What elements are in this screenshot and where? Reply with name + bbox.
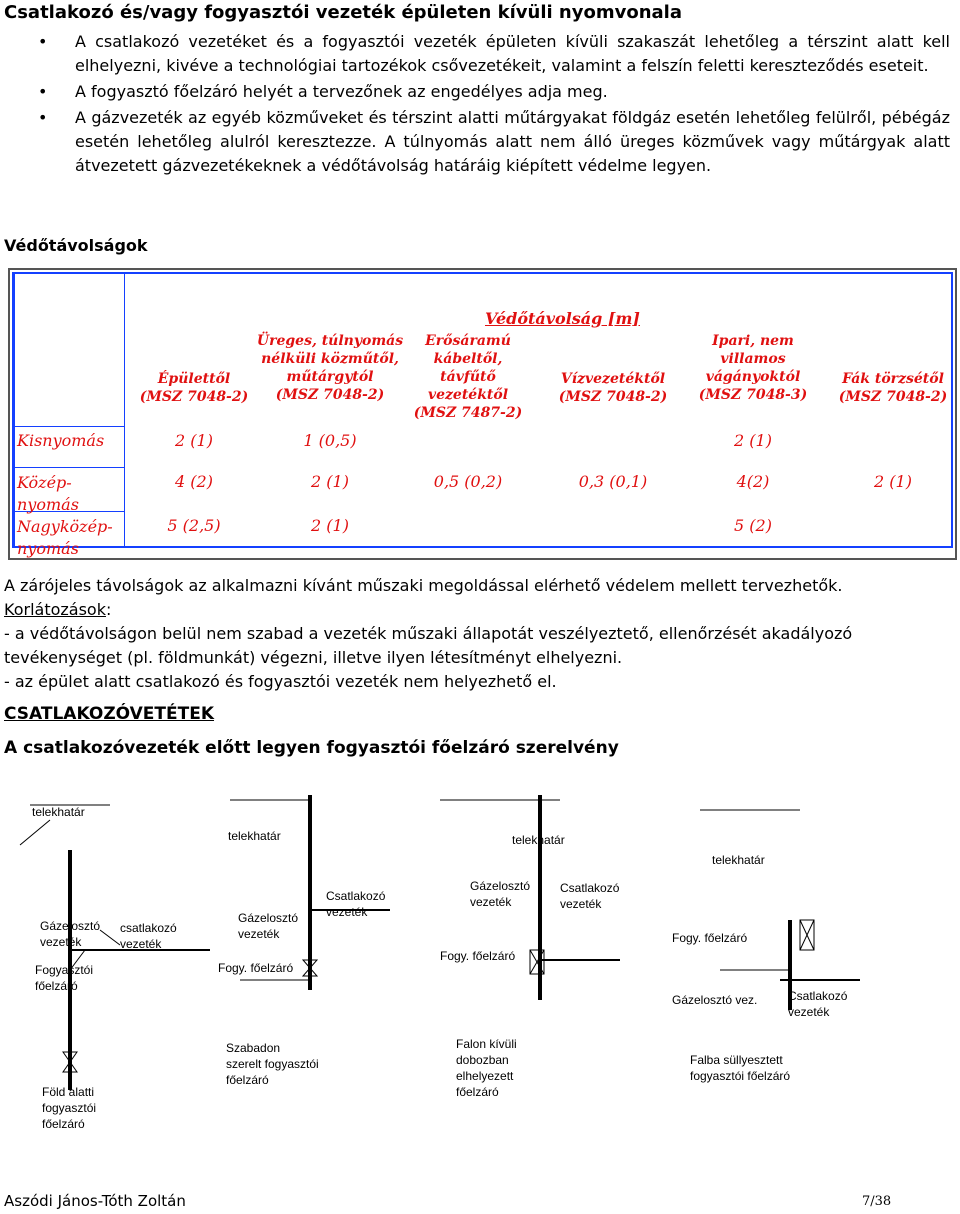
diagram-label: Csatlakozó vezeték: [788, 989, 848, 1019]
diagram-label: telekhatár: [228, 829, 281, 843]
diagram-label: Föld alatti fogyasztói főelzáró: [42, 1085, 97, 1131]
diagram-label: Fogy. főelzáró: [218, 961, 294, 975]
bullet-list: [0, 30, 960, 180]
diagram-label: Gázelosztó vezeték: [238, 911, 299, 941]
diagram-label: Falon kívüli dobozban elhelyezett főelzáró: [456, 1037, 517, 1099]
footer-author: Aszódi János-Tóth Zoltán: [4, 1192, 186, 1210]
restrictions-heading: Korlátozások:: [4, 600, 112, 619]
diagram-label: Fogyasztói főelzáró: [35, 963, 94, 993]
diagram-label: Gázelosztó vez.: [672, 993, 758, 1007]
diagram-label: Fogy. főelzáró: [672, 931, 748, 945]
heading-csatlakozovetetek: CSATLAKOZÓVETÉTEK: [4, 704, 215, 724]
diagram-wall-box-valve: [420, 790, 630, 1110]
note-text: A zárójeles távolságok az alkalmazni kívánt műszaki megoldással elérhető védelem mellett tervezhetők.: [4, 576, 843, 595]
column-header: Ipari, nem villamos vágányoktól (MSZ 7048-3): [698, 333, 808, 403]
diagram-label: Szabadon szerelt fogyasztói főelzáró: [226, 1041, 319, 1087]
table-cell: 2 (1): [734, 431, 772, 450]
table-cell: 2 (1): [175, 431, 213, 450]
bullet-item: • A fogyasztó főelzáró helyét a tervezőnek az engedélyes adja meg.: [0, 80, 960, 104]
row-label: Kisnyomás: [17, 431, 105, 450]
diagram-label: telekhatár: [712, 853, 765, 867]
table-cell: 2 (1): [874, 472, 912, 491]
diagram-underground-valve: [10, 790, 220, 1150]
diagram-label: telekhatár: [512, 833, 565, 847]
table-cell: 1 (0,5): [303, 431, 357, 450]
table-cell: 0,3 (0,1): [578, 472, 648, 491]
row-label: Nagyközép- nyomás: [17, 517, 113, 558]
page-title: Csatlakozó és/vagy fogyasztói vezeték épületen kívüli nyomvonala: [4, 2, 682, 23]
protection-distance-table-image: [8, 268, 957, 560]
section-heading-vedotavolsagok: Védőtávolságok: [4, 236, 148, 255]
bullet-item: • A gázvezeték az egyéb közműveket és térszint alatti műtárgyakat földgáz esetén lehetőleg felülről, pébégáz esetén lehetőleg alulról keresztezze. A túlnyomás alatt nem álló üreges közművek vagy műtárgyak alatt átvezetett gázvezetékeknek a védőtávolság határáig kiépített védelme legyen.: [0, 106, 960, 178]
diagram-recessed-valve: [660, 790, 860, 1100]
diagram-label: Gázelosztó vezeték: [470, 879, 531, 909]
column-header: Erősáramú kábeltől, távfűtő vezetéktől (MSZ 7487-2): [413, 333, 523, 421]
table-cell: 2 (1): [311, 472, 349, 491]
bullet-item: • A csatlakozó vezetéket és a fogyasztói vezeték épületen kívüli szakaszát lehetőleg a térszint alatt kell elhelyezni, kivéve a technológiai tartozékok csővezetékeit, valamint a felszín feletti kereszteződés eseteit.: [0, 30, 960, 78]
restriction-line: - az épület alatt csatlakozó és fogyasztói vezeték nem helyezhető el.: [4, 672, 557, 691]
restriction-line: tevékenységet (pl. földmunkát) végezni, illetve ilyen létesítményt elhelyezni.: [4, 648, 623, 667]
diagram-label: csatlakozó vezeték: [120, 921, 177, 951]
diagram-label: Fogy. főelzáró: [440, 949, 516, 963]
table-cell: 2 (1): [311, 516, 349, 535]
column-header: Fák törzsétől (MSZ 7048-2): [838, 371, 948, 405]
table-cell: 5 (2): [734, 516, 772, 535]
diagram-label: Csatlakozó vezeték: [326, 889, 386, 919]
footer-page-number: 7/38: [862, 1194, 892, 1209]
restriction-line: - a védőtávolságon belül nem szabad a vezeték műszaki állapotát veszélyeztető, ellenőrzését akadályozó: [4, 624, 853, 643]
column-header: Vízvezetéktől (MSZ 7048-2): [558, 371, 668, 405]
group-header: Védőtávolság [m]: [485, 309, 640, 328]
table-cell: 0,5 (0,2): [433, 472, 503, 491]
table-cell: 4 (2): [175, 472, 213, 491]
column-header: Épülettől (MSZ 7048-2): [139, 371, 249, 405]
table-frame: [12, 272, 953, 558]
diagram-label: Gázelosztó vezeték: [40, 919, 101, 949]
table-cell: 5 (2,5): [167, 516, 221, 535]
diagram-label: Csatlakozó vezeték: [560, 881, 620, 911]
table-cell: 4(2): [736, 472, 770, 491]
diagram-label: Falba süllyesztett fogyasztói főelzáró: [690, 1053, 791, 1083]
diagram-label: telekhatár: [32, 805, 85, 819]
heading-fooelzaro: A csatlakozóvezeték előtt legyen fogyasztói főelzáró szerelvény: [4, 738, 619, 758]
diagram-free-mounted-valve: [200, 790, 400, 1090]
column-header: Üreges, túlnyomás nélküli közműtől, műtárgytól (MSZ 7048-2): [256, 333, 404, 403]
row-label: Közép- nyomás: [17, 473, 79, 514]
